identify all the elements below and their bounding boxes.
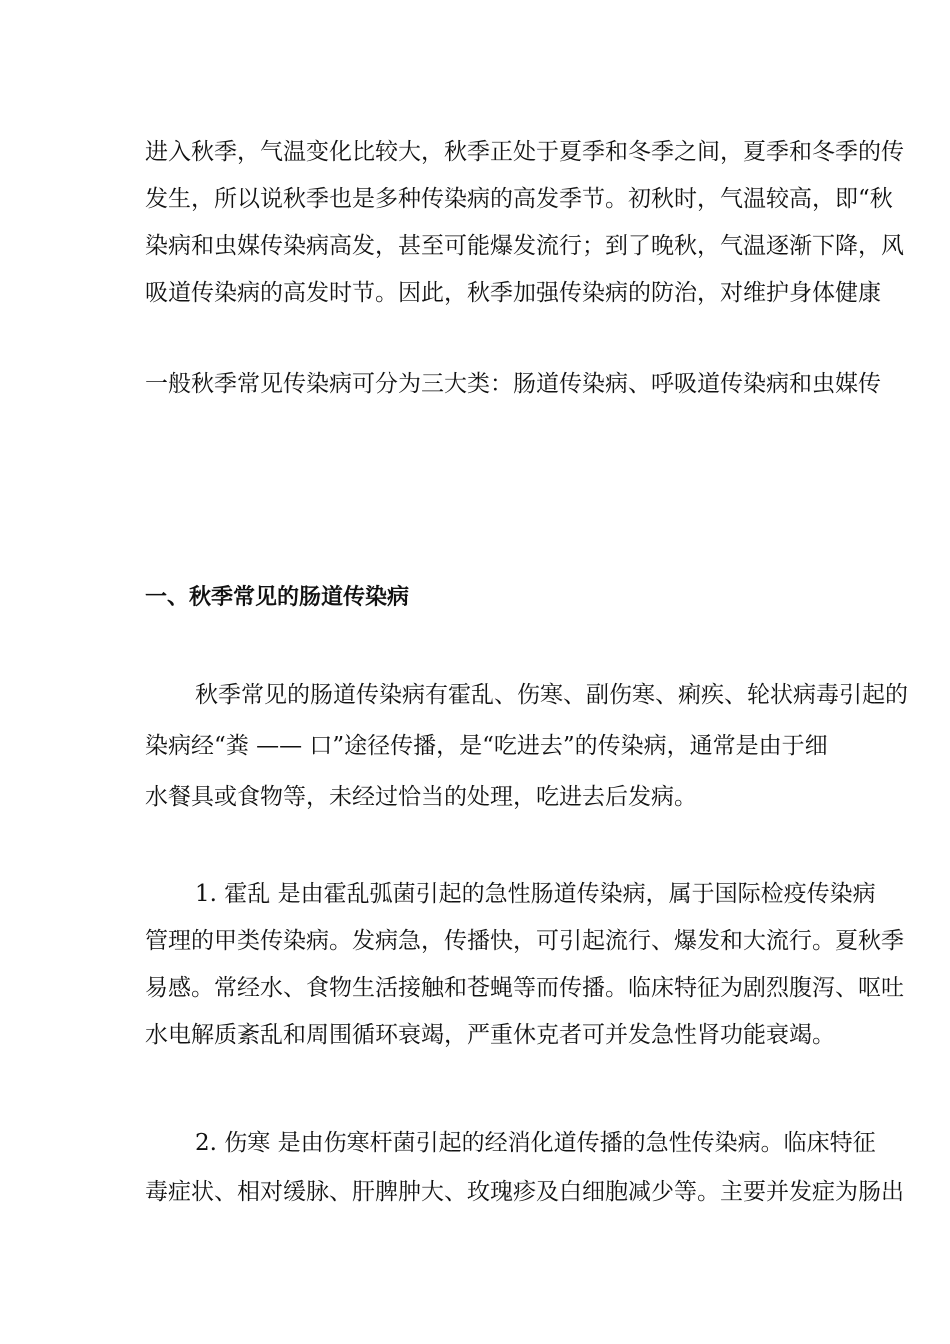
intro-line: 发生，所以说秋季也是多种传染病的高发季节。初秋时，气温较高，即“秋 <box>145 186 893 212</box>
section-heading: 一、秋季常见的肠道传染病 <box>145 585 410 610</box>
summary-line: 一般秋季常见传染病可分为三大类：肠道传染病、呼吸道传染病和虫媒传 <box>145 371 881 397</box>
list-item-line: 毒症状、相对缓脉、肝脾肿大、玫瑰疹及白细胞减少等。主要并发症为肠出 <box>145 1179 904 1205</box>
list-item-line: 1. 霍乱 是由霍乱弧菌引起的急性肠道传染病，属于国际检疫传染病 <box>195 881 876 907</box>
list-item-line: 易感。常经水、食物生活接触和苍蝇等而传播。临床特征为剧烈腹泻、呕吐 <box>145 975 904 1001</box>
intro-line: 染病和虫媒传染病高发，甚至可能爆发流行；到了晚秋，气温逐渐下降，风 <box>145 233 904 259</box>
intro-line: 进入秋季，气温变化比较大，秋季正处于夏季和冬季之间，夏季和冬季的传 <box>145 139 904 165</box>
section-intro-line: 染病经“粪 —— 口”途径传播，是“吃进去”的传染病，通常是由于细 <box>145 733 828 759</box>
intro-line: 吸道传染病的高发时节。因此，秋季加强传染病的防治，对维护身体健康 <box>145 280 881 306</box>
section-intro-line: 水餐具或食物等，未经过恰当的处理，吃进去后发病。 <box>145 784 697 810</box>
list-item-line: 水电解质紊乱和周围循环衰竭，严重休克者可并发急性肾功能衰竭。 <box>145 1022 835 1048</box>
list-item-line: 管理的甲类传染病。发病急，传播快，可引起流行、爆发和大流行。夏秋季 <box>145 928 904 954</box>
section-intro-line: 秋季常见的肠道传染病有霍乱、伤寒、副伤寒、痢疾、轮状病毒引起的 <box>195 682 908 708</box>
list-item-line: 2. 伤寒 是由伤寒杆菌引起的经消化道传播的急性传染病。临床特征 <box>195 1130 876 1156</box>
